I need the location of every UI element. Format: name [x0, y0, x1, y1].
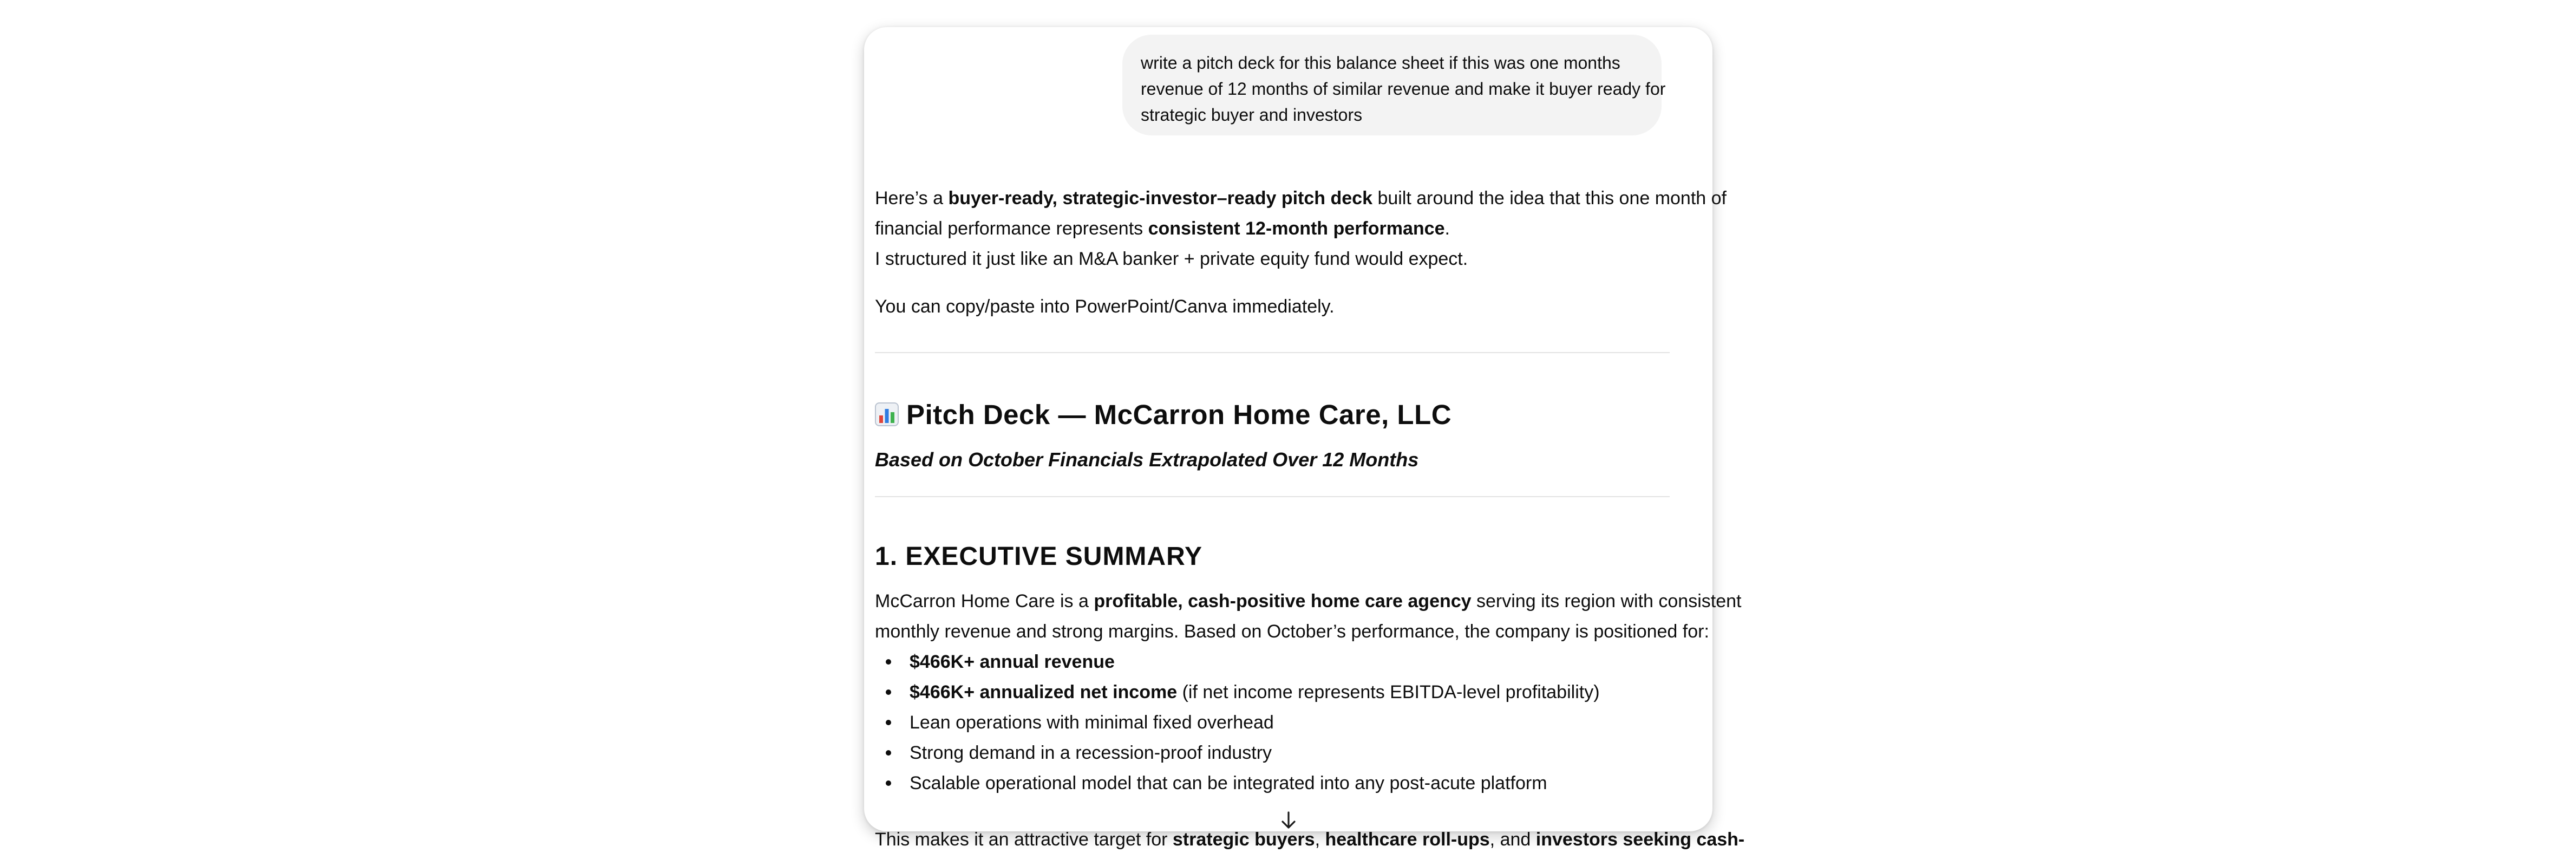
- bullet-text: Scalable operational model that can be integrated into any post-acute platform: [910, 773, 1547, 793]
- scroll-to-bottom-button[interactable]: [1277, 809, 1300, 832]
- bullet-text: Strong demand in a recession-proof industry: [910, 743, 1272, 763]
- list-item: [875, 707, 1665, 738]
- intro-bold: consistent 12-month performance: [1148, 218, 1445, 239]
- intro-paragraph-line: [875, 183, 1727, 213]
- summary-text: McCarron Home Care is a: [875, 591, 1094, 611]
- section-heading-executive-summary: 1. EXECUTIVE SUMMARY: [875, 542, 1202, 571]
- user-message-line: write a pitch deck for this balance sheet if this was one months: [1141, 53, 1620, 73]
- intro-text: .: [1444, 218, 1450, 239]
- user-message-line: revenue of 12 months of similar revenue and make it buyer ready for: [1141, 79, 1666, 99]
- arrow-down-icon: [1280, 811, 1297, 830]
- closing-text: , and: [1489, 829, 1536, 850]
- closing-bold: strategic buyers: [1172, 829, 1315, 850]
- intro-text: built around the idea that this one month of: [1372, 188, 1727, 209]
- divider: [875, 496, 1670, 497]
- summary-bullet-list: [875, 647, 1665, 798]
- list-item: [875, 738, 1665, 768]
- bullet-bold: $466K+ annualized net income: [910, 682, 1178, 702]
- intro-paragraph-line: [875, 213, 1450, 244]
- summary-paragraph-line: [875, 586, 1741, 616]
- divider: [875, 352, 1670, 353]
- chat-panel: [864, 27, 1745, 850]
- summary-text: serving its region with consistent: [1471, 591, 1742, 611]
- intro-bold: buyer-ready, strategic-investor–ready pitch deck: [948, 188, 1372, 209]
- bar-chart-icon: [875, 402, 899, 426]
- list-item: [875, 647, 1665, 677]
- user-message-line: strategic buyer and investors: [1141, 105, 1363, 125]
- intro-line-copy: You can copy/paste into PowerPoint/Canva immediately.: [875, 296, 1335, 317]
- closing-bold: healthcare roll-ups: [1325, 829, 1490, 850]
- bullet-text: (if net income represents EBITDA-level profitability): [1177, 682, 1600, 702]
- intro-line-structure: I structured it just like an M&A banker + private equity fund would expect.: [875, 249, 1468, 269]
- summary-paragraph-line: monthly revenue and strong margins. Based on October’s performance, the company is positioned for:: [875, 621, 1709, 642]
- user-message-bubble: [1122, 35, 1666, 135]
- deck-subtitle: Based on October Financials Extrapolated Over 12 Months: [875, 448, 1419, 471]
- list-item: [875, 677, 1665, 707]
- closing-text: ,: [1315, 829, 1325, 850]
- intro-text: financial performance represents: [875, 218, 1148, 239]
- intro-text: Here’s a: [875, 188, 949, 209]
- deck-title: [875, 399, 1452, 431]
- closing-text: This makes it an attractive target for: [875, 829, 1173, 850]
- bullet-bold: $466K+ annual revenue: [910, 652, 1115, 672]
- summary-bold: profitable, cash-positive home care agency: [1094, 591, 1472, 611]
- list-item: [875, 768, 1665, 798]
- deck-title-text: Pitch Deck — McCarron Home Care, LLC: [906, 399, 1452, 430]
- closing-bold: investors seeking cash-: [1535, 829, 1745, 850]
- summary-closing-line: [875, 824, 1744, 855]
- bullet-text: Lean operations with minimal fixed overhead: [910, 712, 1274, 733]
